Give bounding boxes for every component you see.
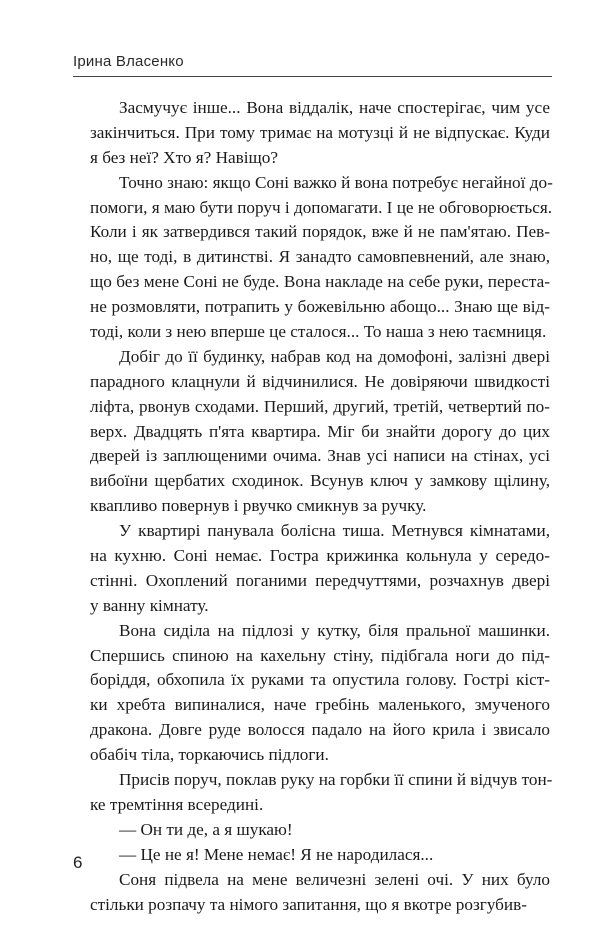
text-line: квапливо повернув і рвучко смикнув за ручку. [90,496,427,516]
text-line: — Це не я! Мене немає! Я не народилася... [119,844,434,864]
text-line: верх. Двадцять п'ята квартира. Міг би знайти дорогу до цих [90,421,550,441]
text-line: стільки розпачу та німого запитання, що я вкотре розгубив- [90,894,527,914]
text-line: Присів поруч, поклав руку на горбки її спини й відчув тон- [119,770,553,790]
text-line: не розмовляти, потрапить у божевільню абощо... Знаю ще від- [90,297,550,317]
text-line: — Он ти де, а я шукаю! [119,819,293,839]
text-line: ліфта, рвонув сходами. Перший, другий, третій, четвертий по- [90,396,550,416]
header-rule [73,76,552,77]
text-line: дверей із заплющеними очима. Знав усі написи на стінах, усі [90,446,550,466]
running-header-author: Ірина Власенко [73,53,184,70]
text-line: Спершись спиною на кахельну стіну, підібгала ноги до під- [90,645,550,665]
text-line: вибоїни щербатих сходинок. Всунув ключ у замкову щілину, [90,471,550,491]
paragraph [90,868,550,918]
paragraph [90,519,550,619]
text-line: Коли і як затвердився такий порядок, вже й не пам'ятаю. Пев- [90,222,550,242]
text-line: ки хребта випиналися, наче гребінь маленького, змученого [90,695,550,715]
paragraph [90,619,550,768]
page-number: 6 [73,853,83,872]
text-line: боріддя, обхопила їх руками та опустила голову. Гострі кіст- [90,670,550,690]
text-line: тоді, коли з нею вперше це сталося... То наша з нею таємниця. [90,322,547,342]
text-line: У квартирі панувала болісна тиша. Метнувся кімнатами, [119,521,550,541]
paragraph [90,96,550,171]
paragraph [90,345,550,519]
text-line: закінчиться. При тому тримає на мотузці й не відпускає. Куди [90,122,550,142]
paragraph [90,768,553,818]
text-line: на кухню. Соні немає. Гостра крижинка кольнула у середо- [90,546,550,566]
paragraph [90,818,550,843]
text-line: Вона сиділа на підлозі у кутку, біля пральної машинки. [119,620,550,640]
paragraph [90,171,553,345]
paragraph [90,843,550,868]
text-line: стінні. Охоплений поганими передчуттями, розчахнув двері [90,570,550,590]
text-line: Соня підвела на мене величезні зелені очі. У них було [119,869,550,889]
text-line: дракона. Довге руде волосся падало на його крила і звисало [90,720,550,740]
body-text [90,96,553,917]
text-line: я без неї? Хто я? Навіщо? [90,147,278,167]
text-line: обабіч тіла, торкаючись підлоги. [90,745,329,765]
text-line: помоги, я маю бути поруч і допомагати. І це не обговорюється. [90,197,553,217]
text-line: що без мене Соні не буде. Вона накладе на себе руки, переста- [90,272,550,292]
text-line: Добіг до її будинку, набрав код на домофоні, залізні двері [119,346,550,366]
text-line: но, ще тоді, в дитинстві. Я занадто самовпевнений, але знаю, [90,247,550,267]
text-line: парадного клацнули й відчинилися. Не довіряючи швидкості [90,371,550,391]
text-line: у ванну кімнату. [90,595,209,615]
text-line: Засмучує інше... Вона віддалік, наче спостерігає, чим усе [119,98,550,117]
text-line: Точно знаю: якщо Соні важко й вона потребує негайної до- [119,172,553,192]
text-line: ке тремтіння всередині. [90,794,264,814]
